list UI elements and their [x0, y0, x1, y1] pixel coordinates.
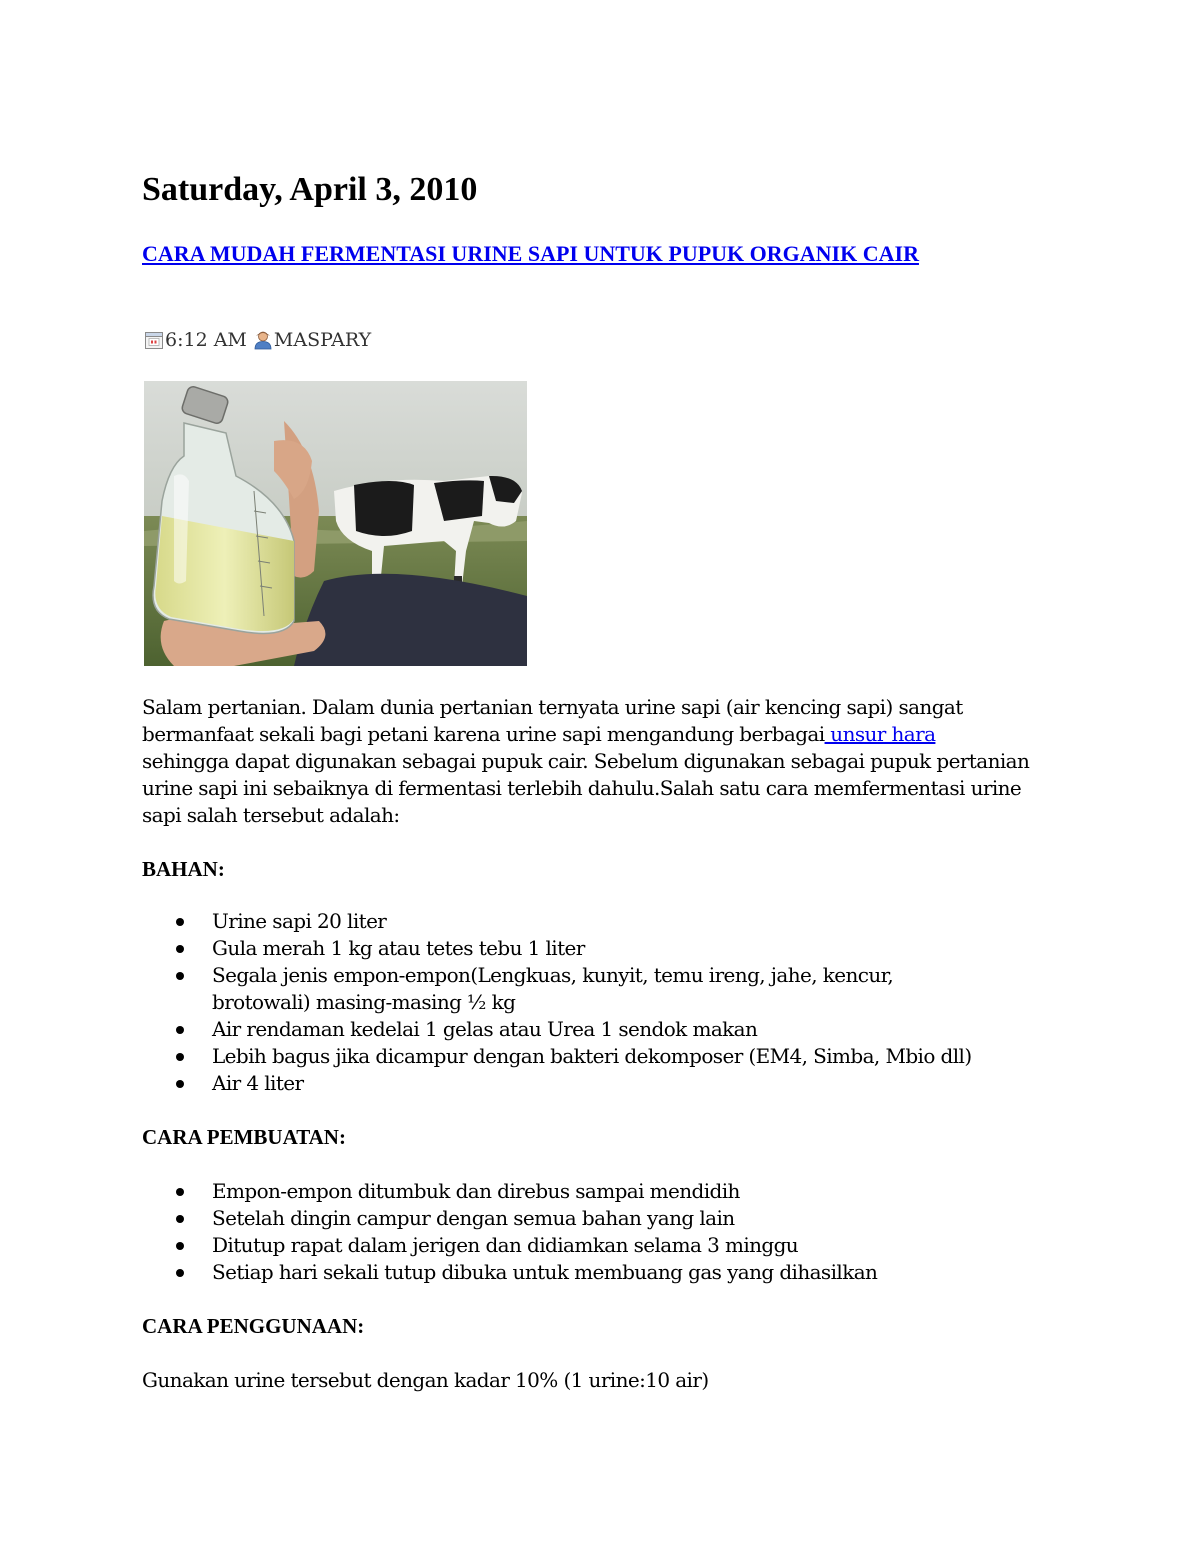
post-photo — [144, 381, 527, 666]
post-time: 6:12 AM — [165, 329, 247, 351]
list-item: Urine sapi 20 liter — [142, 908, 1062, 935]
post-title-link[interactable]: CARA MUDAH FERMENTASI URINE SAPI UNTUK PUPUK ORGANIK CAIR — [142, 241, 919, 266]
list-item: Segala jenis empon-empon(Lengkuas, kunyit, temu ireng, jahe, kencur, brotowali) masing-masing ½ kg — [142, 962, 1062, 1016]
list-item: Ditutup rapat dalam jerigen dan didiamkan selama 3 minggu — [142, 1232, 1062, 1259]
list-item: Setiap hari sekali tutup dibuka untuk membuang gas yang dihasilkan — [142, 1259, 1062, 1286]
penggunaan-text: Gunakan urine tersebut dengan kadar 10% (1 urine:10 air) — [142, 1368, 709, 1392]
intro-paragraph — [142, 694, 1062, 829]
post-meta — [144, 326, 371, 354]
intro-text-before: Salam pertanian. Dalam dunia pertanian ternyata urine sapi (air kencing sapi) sangat bermanfaat sekali bagi petani karena urine sapi mengandung berbagai — [142, 695, 963, 746]
post-title — [142, 238, 1042, 269]
pembuatan-list — [142, 1178, 1062, 1286]
unsur-hara-link[interactable]: unsur hara — [824, 722, 936, 746]
pembuatan-heading: CARA PEMBUATAN: — [142, 1125, 346, 1149]
intro-text-after: sehingga dapat digunakan sebagai pupuk cair. Sebelum digunakan sebagai pupuk pertanian urine sapi ini sebaiknya di fermentasi terlebih dahulu.Salah satu cara memfermentasi urine sapi salah tersebut adalah: — [142, 749, 1030, 827]
user-icon — [253, 330, 273, 350]
list-item: Setelah dingin campur dengan semua bahan yang lain — [142, 1205, 1062, 1232]
list-item: Empon-empon ditumbuk dan direbus sampai mendidih — [142, 1178, 1062, 1205]
bahan-heading: BAHAN: — [142, 857, 225, 881]
list-item: Lebih bagus jika dicampur dengan bakteri dekomposer (EM4, Simba, Mbio dll) — [142, 1043, 1062, 1070]
list-item: Gula merah 1 kg atau tetes tebu 1 liter — [142, 935, 1062, 962]
list-item: Air 4 liter — [142, 1070, 1062, 1097]
calendar-icon — [144, 330, 164, 350]
bahan-list — [142, 908, 1062, 1097]
list-item: Air rendaman kedelai 1 gelas atau Urea 1 sendok makan — [142, 1016, 1062, 1043]
penggunaan-heading: CARA PENGGUNAAN: — [142, 1314, 365, 1338]
post-date: Saturday, April 3, 2010 — [142, 171, 478, 208]
post-author[interactable]: MASPARY — [273, 329, 372, 351]
